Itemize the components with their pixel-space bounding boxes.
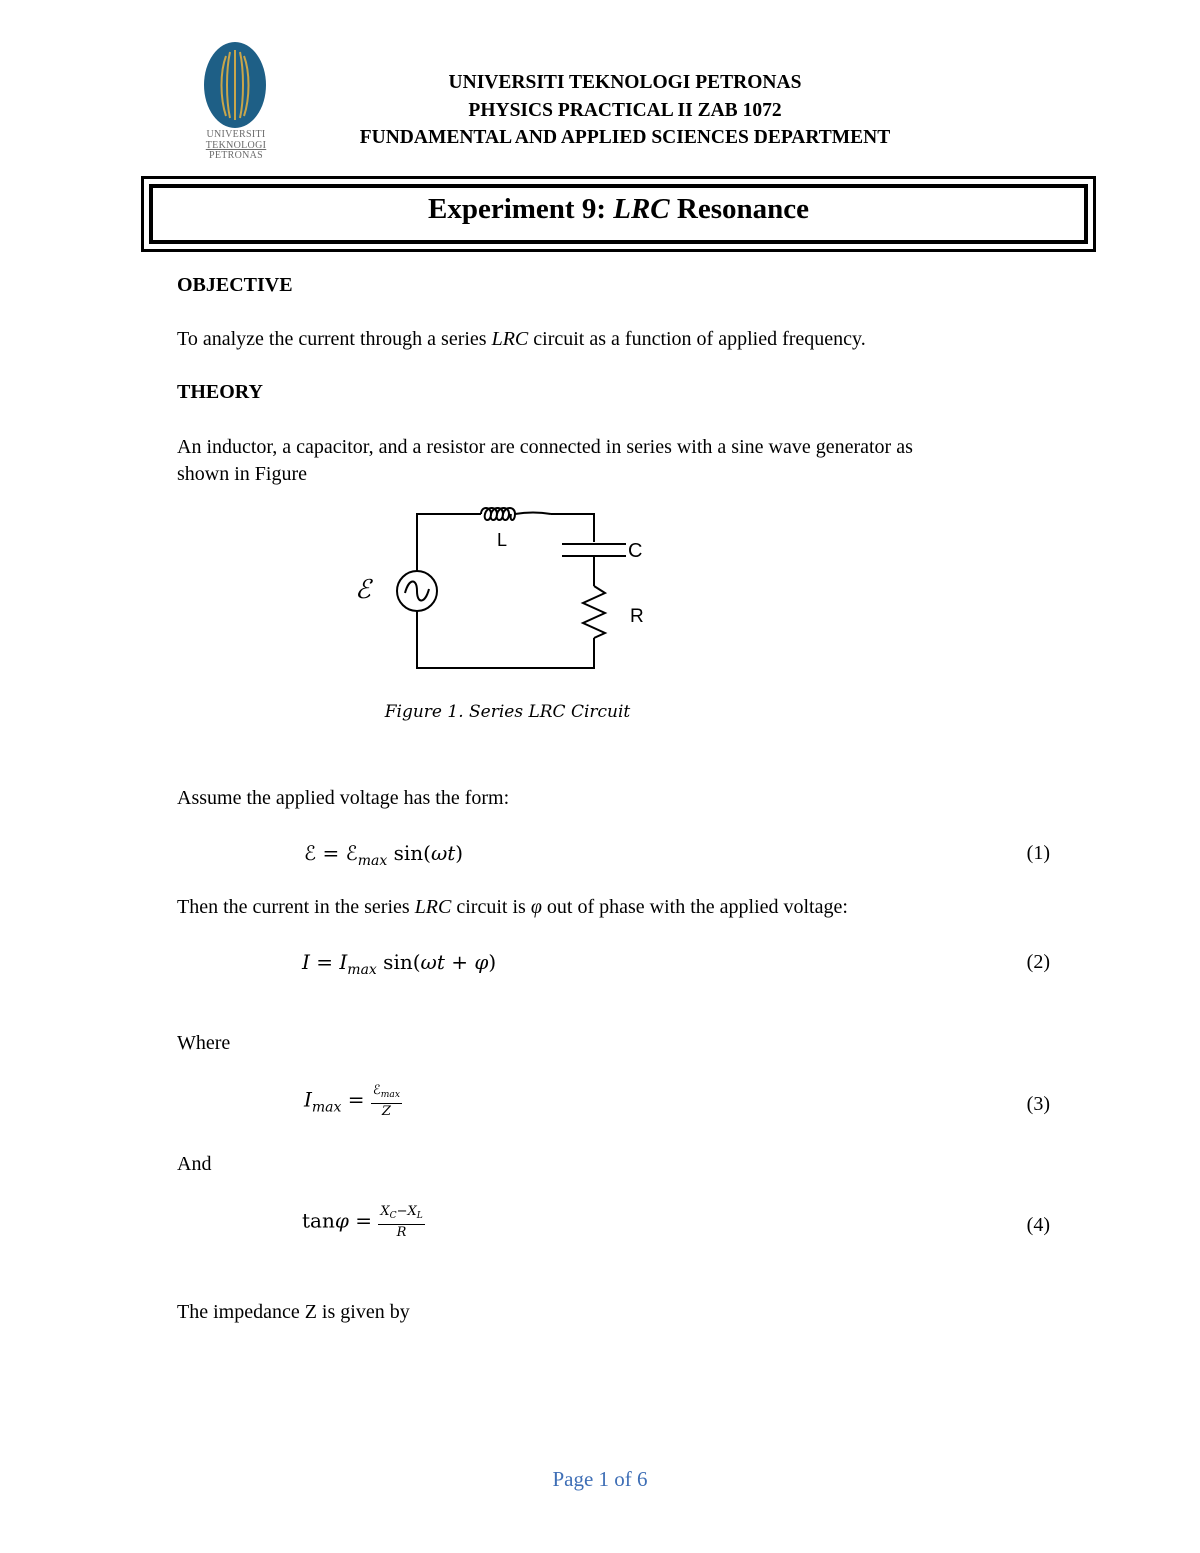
resistor-label: R: [630, 606, 644, 627]
course-name: PHYSICS PRACTICAL II ZAB 1072: [468, 100, 782, 121]
assume-text: Assume the applied voltage has the form:: [177, 787, 510, 809]
equation-1-number: (1): [1026, 842, 1050, 864]
objective-text: To analyze the current through a series LRC circuit as a function of applied frequency.: [177, 328, 866, 350]
page-number: Page 1 of 6: [552, 1467, 648, 1491]
objective-heading: OBJECTIVE: [177, 274, 293, 296]
circuit-figure: [331, 460, 684, 732]
utp-logo: [196, 42, 276, 166]
equation-3-number: (3): [1026, 1093, 1050, 1115]
logo-emblem: [204, 42, 266, 128]
then-text: Then the current in the series LRC circuit is φ out of phase with the applied voltage:: [177, 896, 848, 918]
logo-wordmark: UNIVERSITI TEKNOLOGI PETRONAS: [205, 129, 267, 161]
title-box: [141, 176, 1096, 252]
theory-heading: THEORY: [177, 381, 263, 403]
experiment-title: Experiment 9: LRC Resonance: [427, 193, 809, 225]
impedance-text: The impedance Z is given by: [177, 1301, 410, 1323]
equation-4: tanφ = $\frac{X_C-X_L}{R}$: [302, 1204, 423, 1241]
equation-4-number: (4): [1026, 1214, 1050, 1236]
inductor-label: L: [497, 530, 508, 550]
and-text: And: [177, 1153, 212, 1175]
university-name: UNIVERSITI TEKNOLOGI PETRONAS: [448, 72, 802, 93]
figure-caption: Figure 1. Series LRC Circuit: [384, 702, 631, 722]
equation-2-number: (2): [1026, 951, 1050, 973]
equation-1: ℰ = ℰ$_{max}$ sin(ωt): [304, 841, 464, 869]
where-text: Where: [177, 1032, 231, 1054]
capacitor-label: C: [628, 540, 643, 562]
theory-text-line2: shown in Figure: [177, 463, 307, 485]
theory-text-line1: An inductor, a capacitor, and a resistor are connected in series with a sine wave generator as: [177, 436, 913, 458]
equation-2: $I = I_{max}$ sin(ωt + φ): [302, 950, 497, 978]
equation-3: $I_{max}$ = $\frac{ℰ_{max}}{Z}$: [304, 1083, 400, 1120]
emf-label: ℰ: [355, 575, 371, 605]
department-name: FUNDAMENTAL AND APPLIED SCIENCES DEPARTMENT: [359, 127, 891, 148]
